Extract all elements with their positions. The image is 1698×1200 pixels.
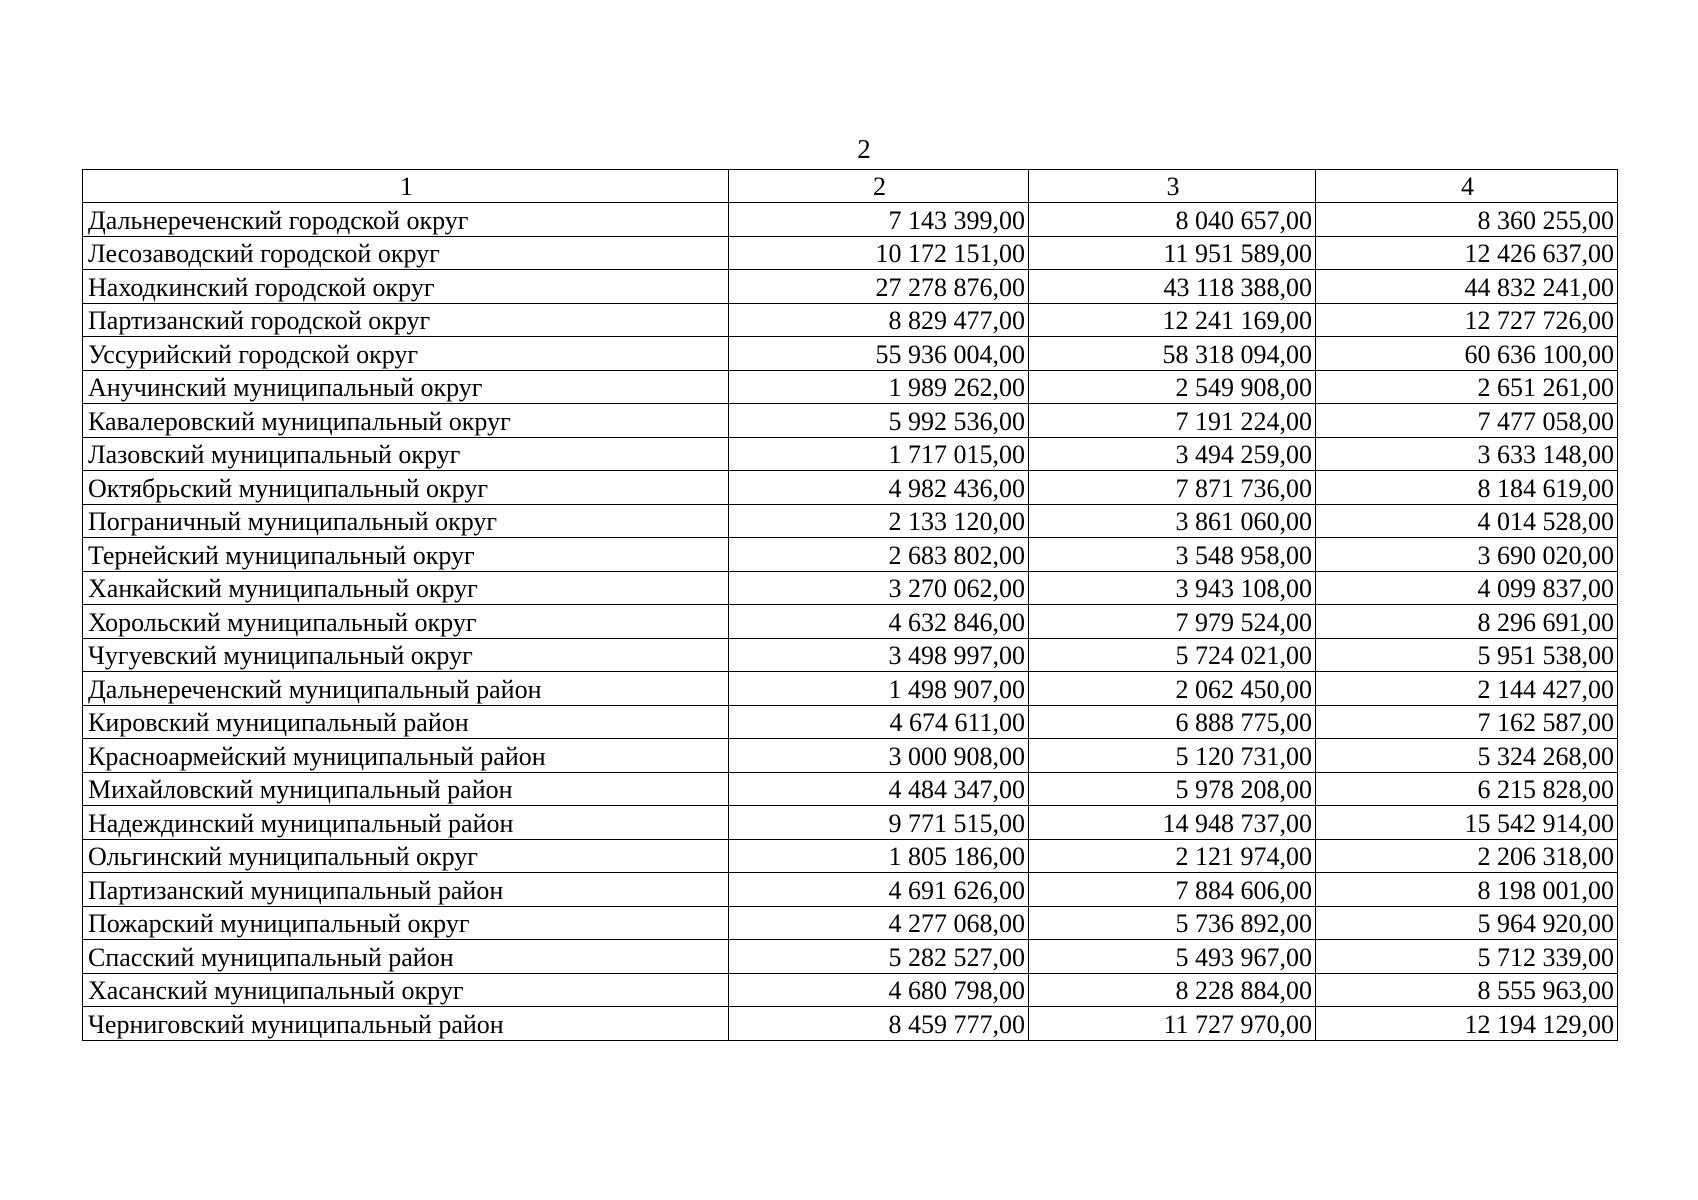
amount-cell-col-4: 5 964 920,00 (1316, 906, 1618, 940)
amount-cell-col-4: 15 542 914,00 (1316, 806, 1618, 840)
amount-cell-col-2: 4 680 798,00 (729, 973, 1029, 1007)
table-header (83, 170, 1618, 203)
column-header-2: 2 (729, 170, 1029, 203)
amount-cell-col-4: 8 296 691,00 (1316, 605, 1618, 639)
municipality-name-cell: Кировский муниципальный район (83, 705, 729, 739)
amount-cell-col-3: 5 724 021,00 (1029, 638, 1316, 672)
amount-cell-col-3: 7 191 224,00 (1029, 404, 1316, 438)
amount-cell-col-3: 5 978 208,00 (1029, 772, 1316, 806)
amount-cell-col-4: 4 099 837,00 (1316, 571, 1618, 605)
municipality-name-cell: Пожарский муниципальный округ (83, 906, 729, 940)
table-row (83, 839, 1618, 873)
amount-cell-col-4: 2 651 261,00 (1316, 370, 1618, 404)
amount-cell-col-4: 5 712 339,00 (1316, 940, 1618, 974)
table-row (83, 504, 1618, 538)
amount-cell-col-3: 14 948 737,00 (1029, 806, 1316, 840)
municipality-name-cell: Дальнереченский муниципальный район (83, 672, 729, 706)
table-row (83, 538, 1618, 572)
amount-cell-col-2: 4 632 846,00 (729, 605, 1029, 639)
municipality-name-cell: Лесозаводский городской округ (83, 236, 729, 270)
amount-cell-col-4: 12 426 637,00 (1316, 236, 1618, 270)
amount-cell-col-3: 58 318 094,00 (1029, 337, 1316, 371)
municipality-name-cell: Уссурийский городской округ (83, 337, 729, 371)
amount-cell-col-3: 3 943 108,00 (1029, 571, 1316, 605)
amount-cell-col-4: 8 555 963,00 (1316, 973, 1618, 1007)
table-row (83, 270, 1618, 304)
page-number: 2 (857, 134, 871, 164)
amount-cell-col-2: 1 805 186,00 (729, 839, 1029, 873)
amount-cell-col-2: 2 683 802,00 (729, 538, 1029, 572)
table-row (83, 437, 1618, 471)
amount-cell-col-4: 3 633 148,00 (1316, 437, 1618, 471)
amount-cell-col-3: 8 228 884,00 (1029, 973, 1316, 1007)
table-row (83, 705, 1618, 739)
amount-cell-col-2: 3 000 908,00 (729, 739, 1029, 773)
column-header-3: 3 (1029, 170, 1316, 203)
table-row (83, 370, 1618, 404)
amount-cell-col-3: 2 549 908,00 (1029, 370, 1316, 404)
amount-cell-col-2: 8 829 477,00 (729, 303, 1029, 337)
amount-cell-col-4: 2 144 427,00 (1316, 672, 1618, 706)
amount-cell-col-2: 7 143 399,00 (729, 203, 1029, 237)
table-row (83, 1007, 1618, 1041)
municipality-name-cell: Хорольский муниципальный округ (83, 605, 729, 639)
amount-cell-col-4: 12 727 726,00 (1316, 303, 1618, 337)
amount-cell-col-3: 43 118 388,00 (1029, 270, 1316, 304)
table-row (83, 672, 1618, 706)
amount-cell-col-2: 5 282 527,00 (729, 940, 1029, 974)
table-body (83, 203, 1618, 1041)
amount-cell-col-3: 7 979 524,00 (1029, 605, 1316, 639)
municipality-name-cell: Октябрьский муниципальный округ (83, 471, 729, 505)
budget-table (82, 169, 1618, 1041)
amount-cell-col-2: 8 459 777,00 (729, 1007, 1029, 1041)
amount-cell-col-4: 7 162 587,00 (1316, 705, 1618, 739)
municipality-name-cell: Кавалеровский муниципальный округ (83, 404, 729, 438)
municipality-name-cell: Чугуевский муниципальный округ (83, 638, 729, 672)
amount-cell-col-2: 10 172 151,00 (729, 236, 1029, 270)
amount-cell-col-3: 6 888 775,00 (1029, 705, 1316, 739)
amount-cell-col-3: 7 871 736,00 (1029, 471, 1316, 505)
municipality-name-cell: Хасанский муниципальный округ (83, 973, 729, 1007)
municipality-name-cell: Ханкайский муниципальный округ (83, 571, 729, 605)
table-row (83, 906, 1618, 940)
table-row (83, 772, 1618, 806)
table-row (83, 806, 1618, 840)
amount-cell-col-2: 3 270 062,00 (729, 571, 1029, 605)
amount-cell-col-4: 44 832 241,00 (1316, 270, 1618, 304)
amount-cell-col-2: 4 674 611,00 (729, 705, 1029, 739)
table-row (83, 571, 1618, 605)
municipality-name-cell: Лазовский муниципальный округ (83, 437, 729, 471)
municipality-name-cell: Дальнереченский городской округ (83, 203, 729, 237)
amount-cell-col-3: 12 241 169,00 (1029, 303, 1316, 337)
municipality-name-cell: Пограничный муниципальный округ (83, 504, 729, 538)
amount-cell-col-2: 4 982 436,00 (729, 471, 1029, 505)
municipality-name-cell: Надеждинский муниципальный район (83, 806, 729, 840)
table-row (83, 236, 1618, 270)
amount-cell-col-3: 3 494 259,00 (1029, 437, 1316, 471)
column-header-1: 1 (83, 170, 729, 203)
municipality-name-cell: Партизанский городской округ (83, 303, 729, 337)
amount-cell-col-3: 11 727 970,00 (1029, 1007, 1316, 1041)
municipality-name-cell: Михайловский муниципальный район (83, 772, 729, 806)
table-row (83, 471, 1618, 505)
table-row (83, 203, 1618, 237)
municipality-name-cell: Ольгинский муниципальный округ (83, 839, 729, 873)
amount-cell-col-4: 5 324 268,00 (1316, 739, 1618, 773)
amount-cell-col-2: 2 133 120,00 (729, 504, 1029, 538)
amount-cell-col-4: 8 184 619,00 (1316, 471, 1618, 505)
amount-cell-col-2: 4 691 626,00 (729, 873, 1029, 907)
amount-cell-col-2: 55 936 004,00 (729, 337, 1029, 371)
table-row (83, 404, 1618, 438)
amount-cell-col-3: 5 736 892,00 (1029, 906, 1316, 940)
amount-cell-col-3: 8 040 657,00 (1029, 203, 1316, 237)
amount-cell-col-3: 7 884 606,00 (1029, 873, 1316, 907)
amount-cell-col-4: 12 194 129,00 (1316, 1007, 1618, 1041)
amount-cell-col-3: 5 493 967,00 (1029, 940, 1316, 974)
amount-cell-col-4: 60 636 100,00 (1316, 337, 1618, 371)
amount-cell-col-3: 5 120 731,00 (1029, 739, 1316, 773)
amount-cell-col-4: 5 951 538,00 (1316, 638, 1618, 672)
amount-cell-col-2: 27 278 876,00 (729, 270, 1029, 304)
table-row (83, 605, 1618, 639)
municipality-name-cell: Партизанский муниципальный район (83, 873, 729, 907)
amount-cell-col-2: 5 992 536,00 (729, 404, 1029, 438)
amount-cell-col-3: 3 548 958,00 (1029, 538, 1316, 572)
amount-cell-col-3: 11 951 589,00 (1029, 236, 1316, 270)
table-row (83, 940, 1618, 974)
amount-cell-col-2: 9 771 515,00 (729, 806, 1029, 840)
amount-cell-col-4: 8 360 255,00 (1316, 203, 1618, 237)
municipality-name-cell: Спасский муниципальный район (83, 940, 729, 974)
amount-cell-col-2: 3 498 997,00 (729, 638, 1029, 672)
amount-cell-col-2: 1 498 907,00 (729, 672, 1029, 706)
amount-cell-col-3: 2 062 450,00 (1029, 672, 1316, 706)
amount-cell-col-2: 1 989 262,00 (729, 370, 1029, 404)
amount-cell-col-4: 2 206 318,00 (1316, 839, 1618, 873)
table-row (83, 973, 1618, 1007)
amount-cell-col-3: 3 861 060,00 (1029, 504, 1316, 538)
amount-cell-col-2: 4 484 347,00 (729, 772, 1029, 806)
municipality-name-cell: Находкинский городской округ (83, 270, 729, 304)
amount-cell-col-4: 8 198 001,00 (1316, 873, 1618, 907)
amount-cell-col-4: 7 477 058,00 (1316, 404, 1618, 438)
table-row (83, 638, 1618, 672)
municipality-name-cell: Красноармейский муниципальный район (83, 739, 729, 773)
amount-cell-col-2: 4 277 068,00 (729, 906, 1029, 940)
amount-cell-col-4: 4 014 528,00 (1316, 504, 1618, 538)
municipality-name-cell: Анучинский муниципальный округ (83, 370, 729, 404)
table-row (83, 739, 1618, 773)
amount-cell-col-4: 6 215 828,00 (1316, 772, 1618, 806)
table-row (83, 303, 1618, 337)
table-row (83, 337, 1618, 371)
header-row (83, 170, 1618, 203)
amount-cell-col-2: 1 717 015,00 (729, 437, 1029, 471)
municipality-name-cell: Тернейский муниципальный округ (83, 538, 729, 572)
amount-cell-col-4: 3 690 020,00 (1316, 538, 1618, 572)
table-row (83, 873, 1618, 907)
municipality-name-cell: Черниговский муниципальный район (83, 1007, 729, 1041)
amount-cell-col-3: 2 121 974,00 (1029, 839, 1316, 873)
column-header-4: 4 (1316, 170, 1618, 203)
